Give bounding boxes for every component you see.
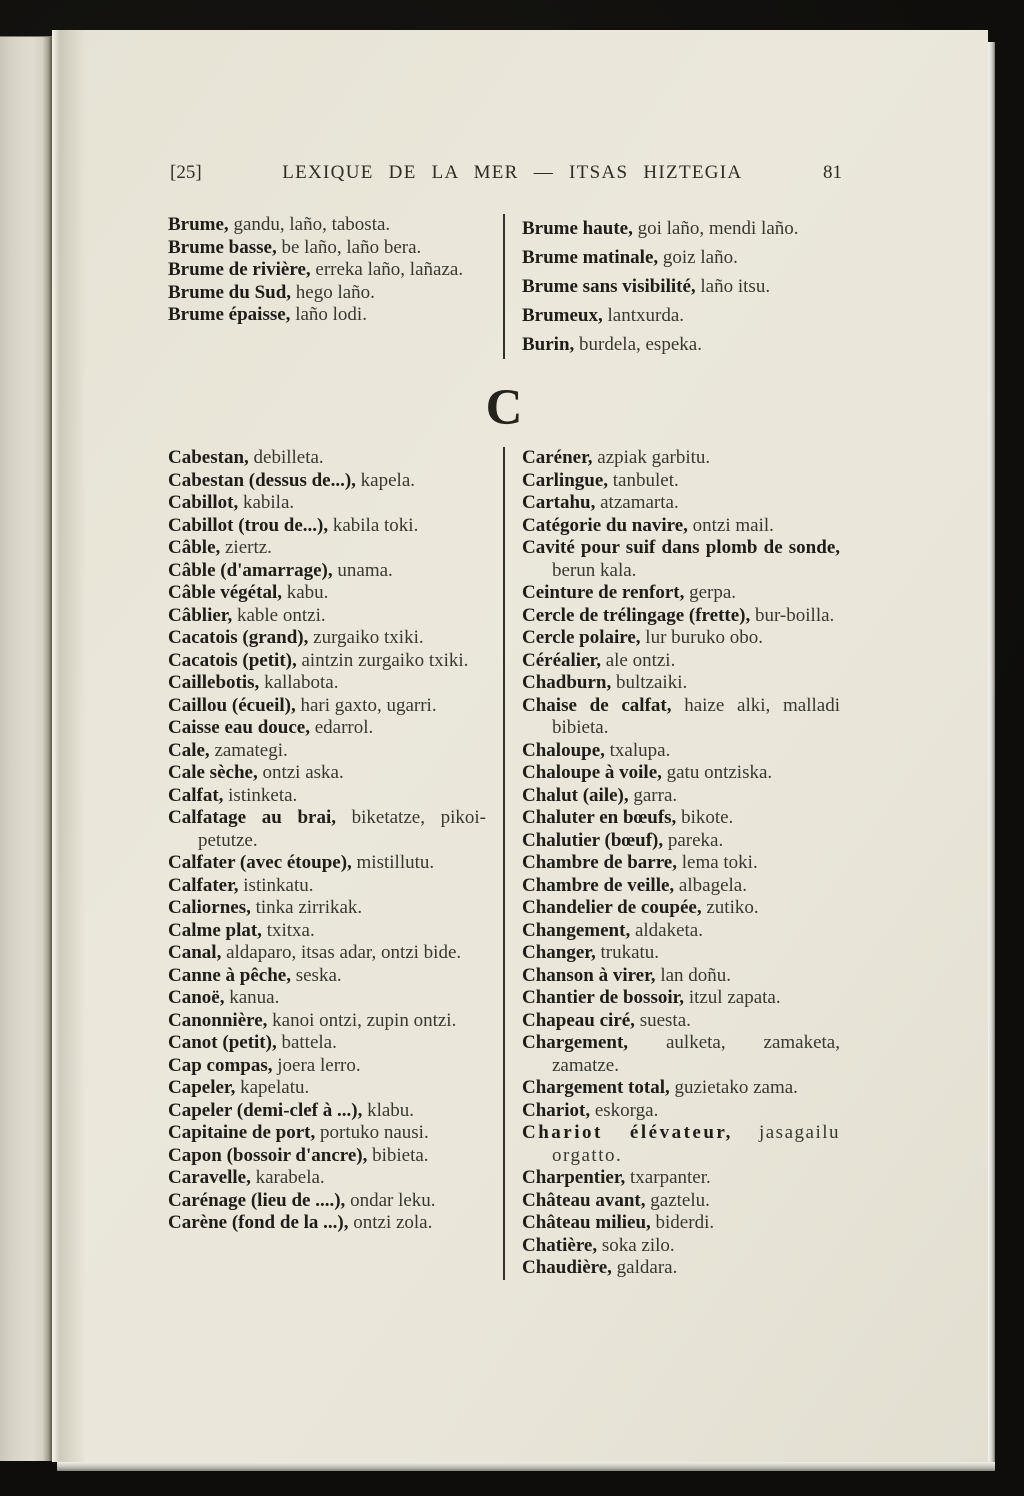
column-divider: [503, 214, 505, 359]
entry-term: Chalutier (bœuf),: [522, 829, 664, 851]
dictionary-entry: [522, 330, 840, 359]
entry-term: Cartahu,: [522, 492, 596, 513]
entry-definition: biketatze, pikoi-petutze.: [198, 807, 486, 851]
entry-term: Capeler (demi-clef à ...),: [168, 1099, 363, 1121]
entry-definition: gatu ontziska.: [661, 762, 773, 783]
dictionary-entry: [168, 1145, 486, 1168]
dictionary-entry: [522, 492, 840, 515]
dictionary-entry: [522, 272, 840, 301]
book-page: [52, 30, 988, 1462]
dictionary-entry: [522, 920, 840, 943]
entry-term: Capitaine de port,: [168, 1122, 316, 1143]
entry-definition: bur-boilla.: [750, 604, 835, 626]
section-b: [168, 214, 840, 359]
dictionary-entry: [168, 1077, 486, 1100]
entry-term: Château avant,: [522, 1189, 646, 1211]
entry-definition: unama.: [332, 559, 393, 581]
entry-term: Brume basse,: [168, 236, 277, 258]
entry-definition: haize alki, malladi bibieta.: [552, 694, 840, 738]
entry-term: Chariot,: [522, 1099, 591, 1121]
entry-term: Chanson à virer,: [522, 964, 656, 986]
entry-definition: hari gaxto, ugarri.: [295, 694, 437, 716]
entry-term: Carlingue,: [522, 469, 609, 491]
entry-definition: be laño, laño bera.: [276, 236, 422, 258]
section-c: [168, 447, 840, 1280]
entry-term: Changer,: [522, 942, 596, 963]
dictionary-entry: [522, 762, 840, 785]
entry-definition: pareka.: [663, 829, 724, 851]
dictionary-entry: [522, 1077, 840, 1100]
entry-term: Câble végétal,: [168, 582, 282, 603]
page-header: [170, 162, 842, 184]
dictionary-entry: [522, 897, 840, 920]
entry-definition: aldaketa.: [630, 919, 703, 941]
entry-term: Cap compas,: [168, 1054, 273, 1076]
entry-definition: laño itsu.: [695, 276, 771, 297]
dictionary-entry: [168, 1122, 486, 1145]
entry-definition: karabela.: [250, 1167, 325, 1188]
entry-term: Brume,: [168, 214, 229, 235]
dictionary-column-right: [522, 447, 840, 1280]
entry-definition: goiz laño.: [658, 247, 738, 268]
dictionary-entry: [522, 875, 840, 898]
entry-term: Brume du Sud,: [168, 281, 292, 303]
dictionary-entry: [168, 897, 486, 920]
entry-definition: lantxurda.: [602, 305, 685, 326]
dictionary-entry: [168, 1167, 486, 1190]
entry-term: Chaluter en bœufs,: [522, 807, 677, 828]
entry-definition: txarpanter.: [625, 1167, 711, 1188]
entry-term: Cabillot (trou de...),: [168, 514, 329, 536]
dictionary-entry: [522, 1257, 840, 1280]
entry-term: Cacatois (petit),: [168, 649, 297, 671]
entry-definition: istinkatu.: [238, 874, 314, 896]
entry-term: Canot (petit),: [168, 1032, 277, 1053]
entry-definition: joera lerro.: [272, 1054, 361, 1076]
entry-term: Brume épaisse,: [168, 304, 291, 325]
column-gutter: [486, 447, 522, 1280]
entry-definition: mistillutu.: [351, 852, 435, 873]
entry-term: Caisse eau douce,: [168, 717, 310, 738]
header-title: LEXIQUE DE LA MER — ITSAS HIZTEGIA: [282, 162, 743, 183]
column-gutter: [486, 214, 522, 359]
previous-page-edge: [0, 36, 52, 1461]
entry-definition: eskorga.: [590, 1099, 659, 1121]
dictionary-entry: [168, 1100, 486, 1123]
entry-definition: soka zilo.: [597, 1234, 675, 1256]
entry-term: Chariot élévateur,: [522, 1122, 733, 1143]
entry-definition: aulketa, zamaketa, zamatze.: [552, 1032, 840, 1076]
entry-definition: albagela.: [674, 874, 747, 896]
dictionary-entry: [522, 515, 840, 538]
dictionary-entry: [168, 560, 486, 583]
dictionary-entry: [522, 1032, 840, 1077]
entry-definition: txalupa.: [604, 739, 671, 761]
entry-definition: laño lodi.: [290, 304, 367, 325]
dictionary-entry: [522, 605, 840, 628]
entry-definition: ziertz.: [220, 537, 272, 558]
entry-definition: ondar leku.: [345, 1189, 436, 1211]
dictionary-entry: [522, 470, 840, 493]
entry-term: Canne à pêche,: [168, 964, 291, 986]
entry-term: Carénage (lieu de ....),: [168, 1189, 346, 1211]
entry-definition: zurgaiko txiki.: [308, 627, 424, 648]
dictionary-entry: [522, 1235, 840, 1258]
dictionary-column-left: [168, 447, 486, 1280]
entry-definition: kanua.: [224, 987, 280, 1008]
entry-definition: kanoi ontzi, zupin ontzi.: [267, 1009, 457, 1031]
entry-term: Câblier,: [168, 604, 233, 626]
letter-heading: C: [485, 380, 523, 436]
entry-definition: berun kala.: [552, 559, 637, 581]
dictionary-entry: [522, 1010, 840, 1033]
entry-definition: kabu.: [281, 582, 329, 603]
entry-term: Brume sans visibilité,: [522, 276, 696, 297]
dictionary-entry: [522, 1100, 840, 1123]
entry-definition: bikote.: [676, 807, 734, 828]
entry-term: Catégorie du navire,: [522, 514, 688, 536]
entry-definition: debilleta.: [248, 447, 324, 468]
dictionary-entry: [522, 852, 840, 875]
dictionary-entry: [168, 492, 486, 515]
entry-definition: kabila.: [238, 492, 295, 513]
entry-term: Chantier de bossoir,: [522, 987, 685, 1008]
entry-term: Brume de rivière,: [168, 259, 311, 280]
dictionary-column-right: [522, 214, 840, 359]
entry-definition: battela.: [276, 1032, 337, 1053]
dictionary-entry: [168, 447, 486, 470]
entry-term: Chadburn,: [522, 672, 612, 693]
dictionary-entry: [522, 965, 840, 988]
dictionary-entry: [522, 447, 840, 470]
entry-definition: ale ontzi.: [600, 649, 676, 671]
entry-term: Caravelle,: [168, 1167, 251, 1188]
dictionary-entry: [168, 987, 486, 1010]
entry-term: Chandelier de coupée,: [522, 897, 702, 918]
entry-term: Cale,: [168, 739, 210, 761]
entry-term: Câble,: [168, 537, 221, 558]
entry-definition: ontzi mail.: [687, 514, 774, 536]
entry-definition: gaztelu.: [645, 1189, 710, 1211]
page-stack-edge-bottom: [57, 1462, 995, 1471]
entry-term: Carène (fond de la ...),: [168, 1212, 349, 1233]
entry-definition: goi laño, mendi laño.: [632, 218, 799, 239]
dictionary-entry: [522, 1167, 840, 1190]
entry-term: Changement,: [522, 919, 631, 941]
entry-definition: aldaparo, itsas adar, ontzi bide.: [221, 942, 462, 963]
dictionary-entry: [168, 304, 486, 327]
dictionary-entry: [168, 1212, 486, 1235]
entry-definition: gandu, laño, tabosta.: [228, 214, 391, 235]
entry-term: Caréner,: [522, 447, 593, 468]
dictionary-entry: [168, 515, 486, 538]
dictionary-entry: [168, 920, 486, 943]
entry-definition: kallabota.: [259, 672, 339, 693]
dictionary-entry: [168, 672, 486, 695]
dictionary-entry: [168, 627, 486, 650]
dictionary-entry: [168, 237, 486, 260]
dictionary-entry: [168, 1010, 486, 1033]
dictionary-entry: [168, 942, 486, 965]
entry-term: Ceinture de renfort,: [522, 582, 685, 603]
entry-definition: itzul zapata.: [684, 987, 781, 1008]
entry-term: Cavité pour suif dans plomb de sonde,: [522, 537, 840, 558]
entry-definition: zutiko.: [701, 897, 759, 918]
entry-term: Calfater,: [168, 874, 239, 896]
dictionary-entry: [168, 695, 486, 718]
entry-term: Cabillot,: [168, 492, 239, 513]
entry-definition: azpiak garbitu.: [592, 447, 711, 468]
entry-term: Chatière,: [522, 1234, 598, 1256]
entry-term: Caillebotis,: [168, 672, 260, 693]
header-page-number: 81: [823, 162, 842, 183]
entry-definition: bibieta.: [367, 1144, 429, 1166]
dictionary-entry: [168, 537, 486, 560]
dictionary-entry: [522, 740, 840, 763]
entry-term: Canal,: [168, 942, 222, 963]
entry-term: Brume matinale,: [522, 247, 659, 268]
dictionary-entry: [168, 740, 486, 763]
dictionary-entry: [522, 1122, 840, 1167]
entry-definition: kabila toki.: [328, 514, 419, 536]
entry-term: Cercle de trélingage (frette),: [522, 604, 751, 626]
entry-term: Cale sèche,: [168, 762, 258, 783]
entry-definition: aintzin zurgaiko txiki.: [296, 649, 469, 671]
entry-definition: gerpa.: [684, 582, 737, 603]
entry-term: Calme plat,: [168, 919, 262, 941]
entry-definition: tanbulet.: [608, 469, 679, 491]
column-divider: [503, 447, 505, 1280]
entry-definition: klabu.: [362, 1099, 415, 1121]
entry-definition: ontzi zola.: [348, 1212, 433, 1233]
entry-definition: kapela.: [355, 469, 415, 491]
dictionary-entry: [168, 875, 486, 898]
dictionary-entry: [168, 762, 486, 785]
dictionary-entry: [522, 214, 840, 243]
dictionary-entry: [522, 1212, 840, 1235]
entry-term: Calfat,: [168, 784, 224, 806]
dictionary-entry: [522, 807, 840, 830]
dictionary-entry: [168, 1055, 486, 1078]
entry-term: Chaise de calfat,: [522, 694, 672, 716]
header-reference-number: [25]: [170, 162, 202, 183]
entry-definition: txitxa.: [261, 919, 315, 941]
dictionary-entry: [168, 282, 486, 305]
entry-definition: suesta.: [634, 1009, 691, 1031]
entry-definition: guzietako zama.: [669, 1077, 798, 1098]
dictionary-entry: [168, 807, 486, 852]
entry-definition: galdara.: [611, 1257, 678, 1278]
dictionary-entry: [522, 695, 840, 740]
entry-term: Calfater (avec étoupe),: [168, 852, 352, 873]
entry-term: Chargement,: [522, 1032, 629, 1053]
dictionary-entry: [168, 1190, 486, 1213]
entry-term: Brume haute,: [522, 218, 633, 239]
entry-term: Chapeau ciré,: [522, 1009, 635, 1031]
dictionary-entry: [522, 243, 840, 272]
dictionary-entry: [522, 650, 840, 673]
dictionary-entry: [168, 214, 486, 237]
entry-definition: seska.: [290, 964, 342, 986]
dictionary-entry: [522, 301, 840, 330]
entry-term: Chalut (aile),: [522, 784, 629, 806]
dictionary-column-left: [168, 214, 486, 359]
entry-definition: lema toki.: [676, 852, 758, 873]
entry-definition: portuko nausi.: [315, 1122, 429, 1143]
entry-term: Câble (d'amarrage),: [168, 559, 333, 581]
dictionary-entry: [168, 582, 486, 605]
entry-term: Canoë,: [168, 987, 225, 1008]
dictionary-entry: [168, 785, 486, 808]
entry-definition: jasagailu orgatto.: [552, 1122, 840, 1166]
entry-definition: zamategi.: [209, 739, 288, 761]
entry-term: Chambre de barre,: [522, 852, 677, 873]
dictionary-entry: [168, 470, 486, 493]
entry-definition: kable ontzi.: [232, 604, 326, 626]
entry-definition: edarrol.: [309, 717, 374, 738]
dictionary-entry: [522, 1190, 840, 1213]
entry-definition: lan doñu.: [655, 964, 732, 986]
entry-definition: burdela, espeka.: [574, 334, 702, 355]
dictionary-entry: [168, 717, 486, 740]
dictionary-entry: [168, 605, 486, 628]
entry-definition: biderdi.: [650, 1212, 715, 1233]
entry-term: Cercle polaire,: [522, 627, 641, 648]
entry-definition: bultzaiki.: [611, 672, 688, 693]
entry-term: Burin,: [522, 334, 575, 355]
entry-definition: tinka zirrikak.: [250, 897, 363, 918]
dictionary-entry: [522, 582, 840, 605]
dictionary-entry: [168, 852, 486, 875]
entry-definition: trukatu.: [595, 942, 660, 963]
entry-definition: istinketa.: [223, 784, 298, 806]
entry-term: Charpentier,: [522, 1167, 626, 1188]
entry-term: Canonnière,: [168, 1009, 268, 1031]
dictionary-entry: [522, 987, 840, 1010]
dictionary-entry: [168, 965, 486, 988]
entry-definition: garra.: [628, 784, 678, 806]
entry-term: Cacatois (grand),: [168, 627, 309, 648]
entry-term: Capon (bossoir d'ancre),: [168, 1144, 368, 1166]
entry-term: Chambre de veille,: [522, 874, 675, 896]
entry-term: Brumeux,: [522, 305, 603, 326]
entry-term: Chaloupe à voile,: [522, 762, 662, 783]
entry-term: Chargement total,: [522, 1077, 670, 1098]
entry-term: Capeler,: [168, 1077, 236, 1098]
dictionary-entry: [522, 627, 840, 650]
entry-term: Calfatage au brai,: [168, 807, 336, 828]
entry-term: Caliornes,: [168, 897, 251, 918]
entry-definition: erreka laño, lañaza.: [310, 259, 464, 280]
entry-term: Château milieu,: [522, 1212, 651, 1233]
dictionary-entry: [168, 1032, 486, 1055]
entry-definition: hego laño.: [291, 281, 375, 303]
dictionary-entry: [168, 650, 486, 673]
entry-definition: atzamarta.: [595, 492, 679, 513]
dictionary-entry: [522, 537, 840, 582]
dictionary-entry: [522, 830, 840, 853]
entry-definition: kapelatu.: [235, 1077, 310, 1098]
dictionary-entry: [522, 785, 840, 808]
entry-term: Céréalier,: [522, 649, 601, 671]
entry-term: Chaudière,: [522, 1257, 612, 1278]
entry-term: Cabestan,: [168, 447, 249, 468]
dictionary-entry: [522, 672, 840, 695]
entry-term: Caillou (écueil),: [168, 694, 296, 716]
dictionary-entry: [522, 942, 840, 965]
entry-definition: lur buruko obo.: [640, 627, 763, 648]
page-stack-edge-right: [988, 42, 995, 1468]
entry-term: Chaloupe,: [522, 739, 605, 761]
entry-term: Cabestan (dessus de...),: [168, 469, 356, 491]
dictionary-entry: [168, 259, 486, 282]
entry-definition: ontzi aska.: [257, 762, 344, 783]
